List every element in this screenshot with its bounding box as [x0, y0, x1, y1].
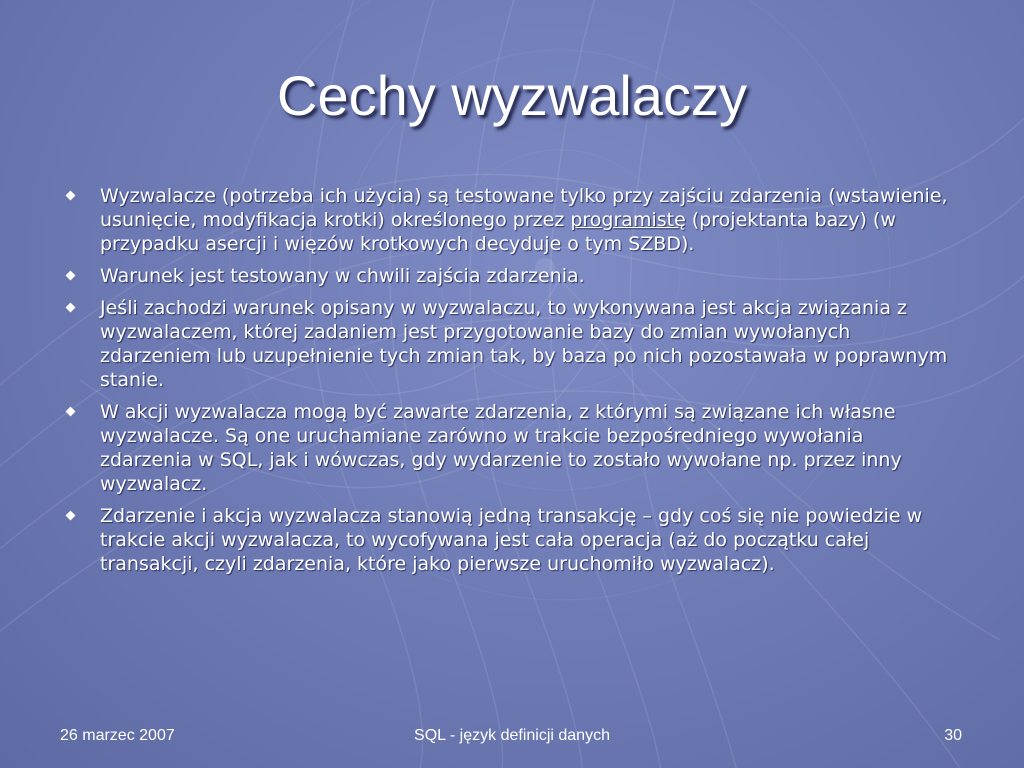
bullet-text: W akcji wyzwalacza mogą być zawarte zdarzenia, z którymi są związane ich własne wyzwalacze. Są one uruchamiane zarówno w trakcie bezpośredniego wywołania zdarzenia w SQL, jak i wówczas, gdy wydarzenie to zostało wywołane np. przez inny wyzwalacz. [100, 401, 902, 495]
bullet-list [60, 184, 960, 584]
bullet-item [60, 400, 960, 496]
slide-title: Cechy wyzwalaczy [277, 64, 747, 127]
underlined-term: programistę [570, 209, 686, 231]
diamond-bullet-icon [66, 303, 76, 313]
page-number: 30 [944, 727, 962, 744]
diamond-bullet-icon [66, 407, 76, 417]
diamond-bullet-icon [66, 191, 76, 201]
bullet-item [60, 296, 960, 392]
bullet-text: Zdarzenie i akcja wyzwalacza stanowią jedną transakcję – gdy coś się nie powiedzie w trakcie akcji wyzwalacza, to wycofywana jest cała operacja (aż do początku całej transakcji, czyli zdarzenia, które jako pierwsze uruchomiło wyzwalacz). [100, 505, 923, 575]
bullet-text: Warunek jest testowany w chwili zajścia zdarzenia. [100, 265, 585, 287]
diamond-bullet-icon [66, 271, 76, 281]
bullet-item [60, 504, 960, 576]
footer-title: SQL - język definicji danych [414, 727, 610, 744]
footer-date: 26 marzec 2007 [60, 727, 175, 744]
bullet-item [60, 264, 960, 288]
bullet-item [60, 184, 960, 256]
bullet-text: Jeśli zachodzi warunek opisany w wyzwalaczu, to wykonywana jest akcja związania z wyzwalaczem, której zadaniem jest przygotowanie bazy do zmian wywołanych zdarzeniem lub uzupełnienie tych zmian tak, by baza po nich pozostawała w poprawnym stanie. [100, 297, 948, 391]
bullet-text: Wyzwalacze (potrzeba ich użycia) są testowane tylko przy zajściu zdarzenia (wstawienie, usunięcie, modyfikacja krotki) określonego przez programistę (projektanta bazy) (w przypadku asercji i więzów krotkowych decyduje o tym SZBD). [100, 185, 948, 255]
diamond-bullet-icon [66, 511, 76, 521]
